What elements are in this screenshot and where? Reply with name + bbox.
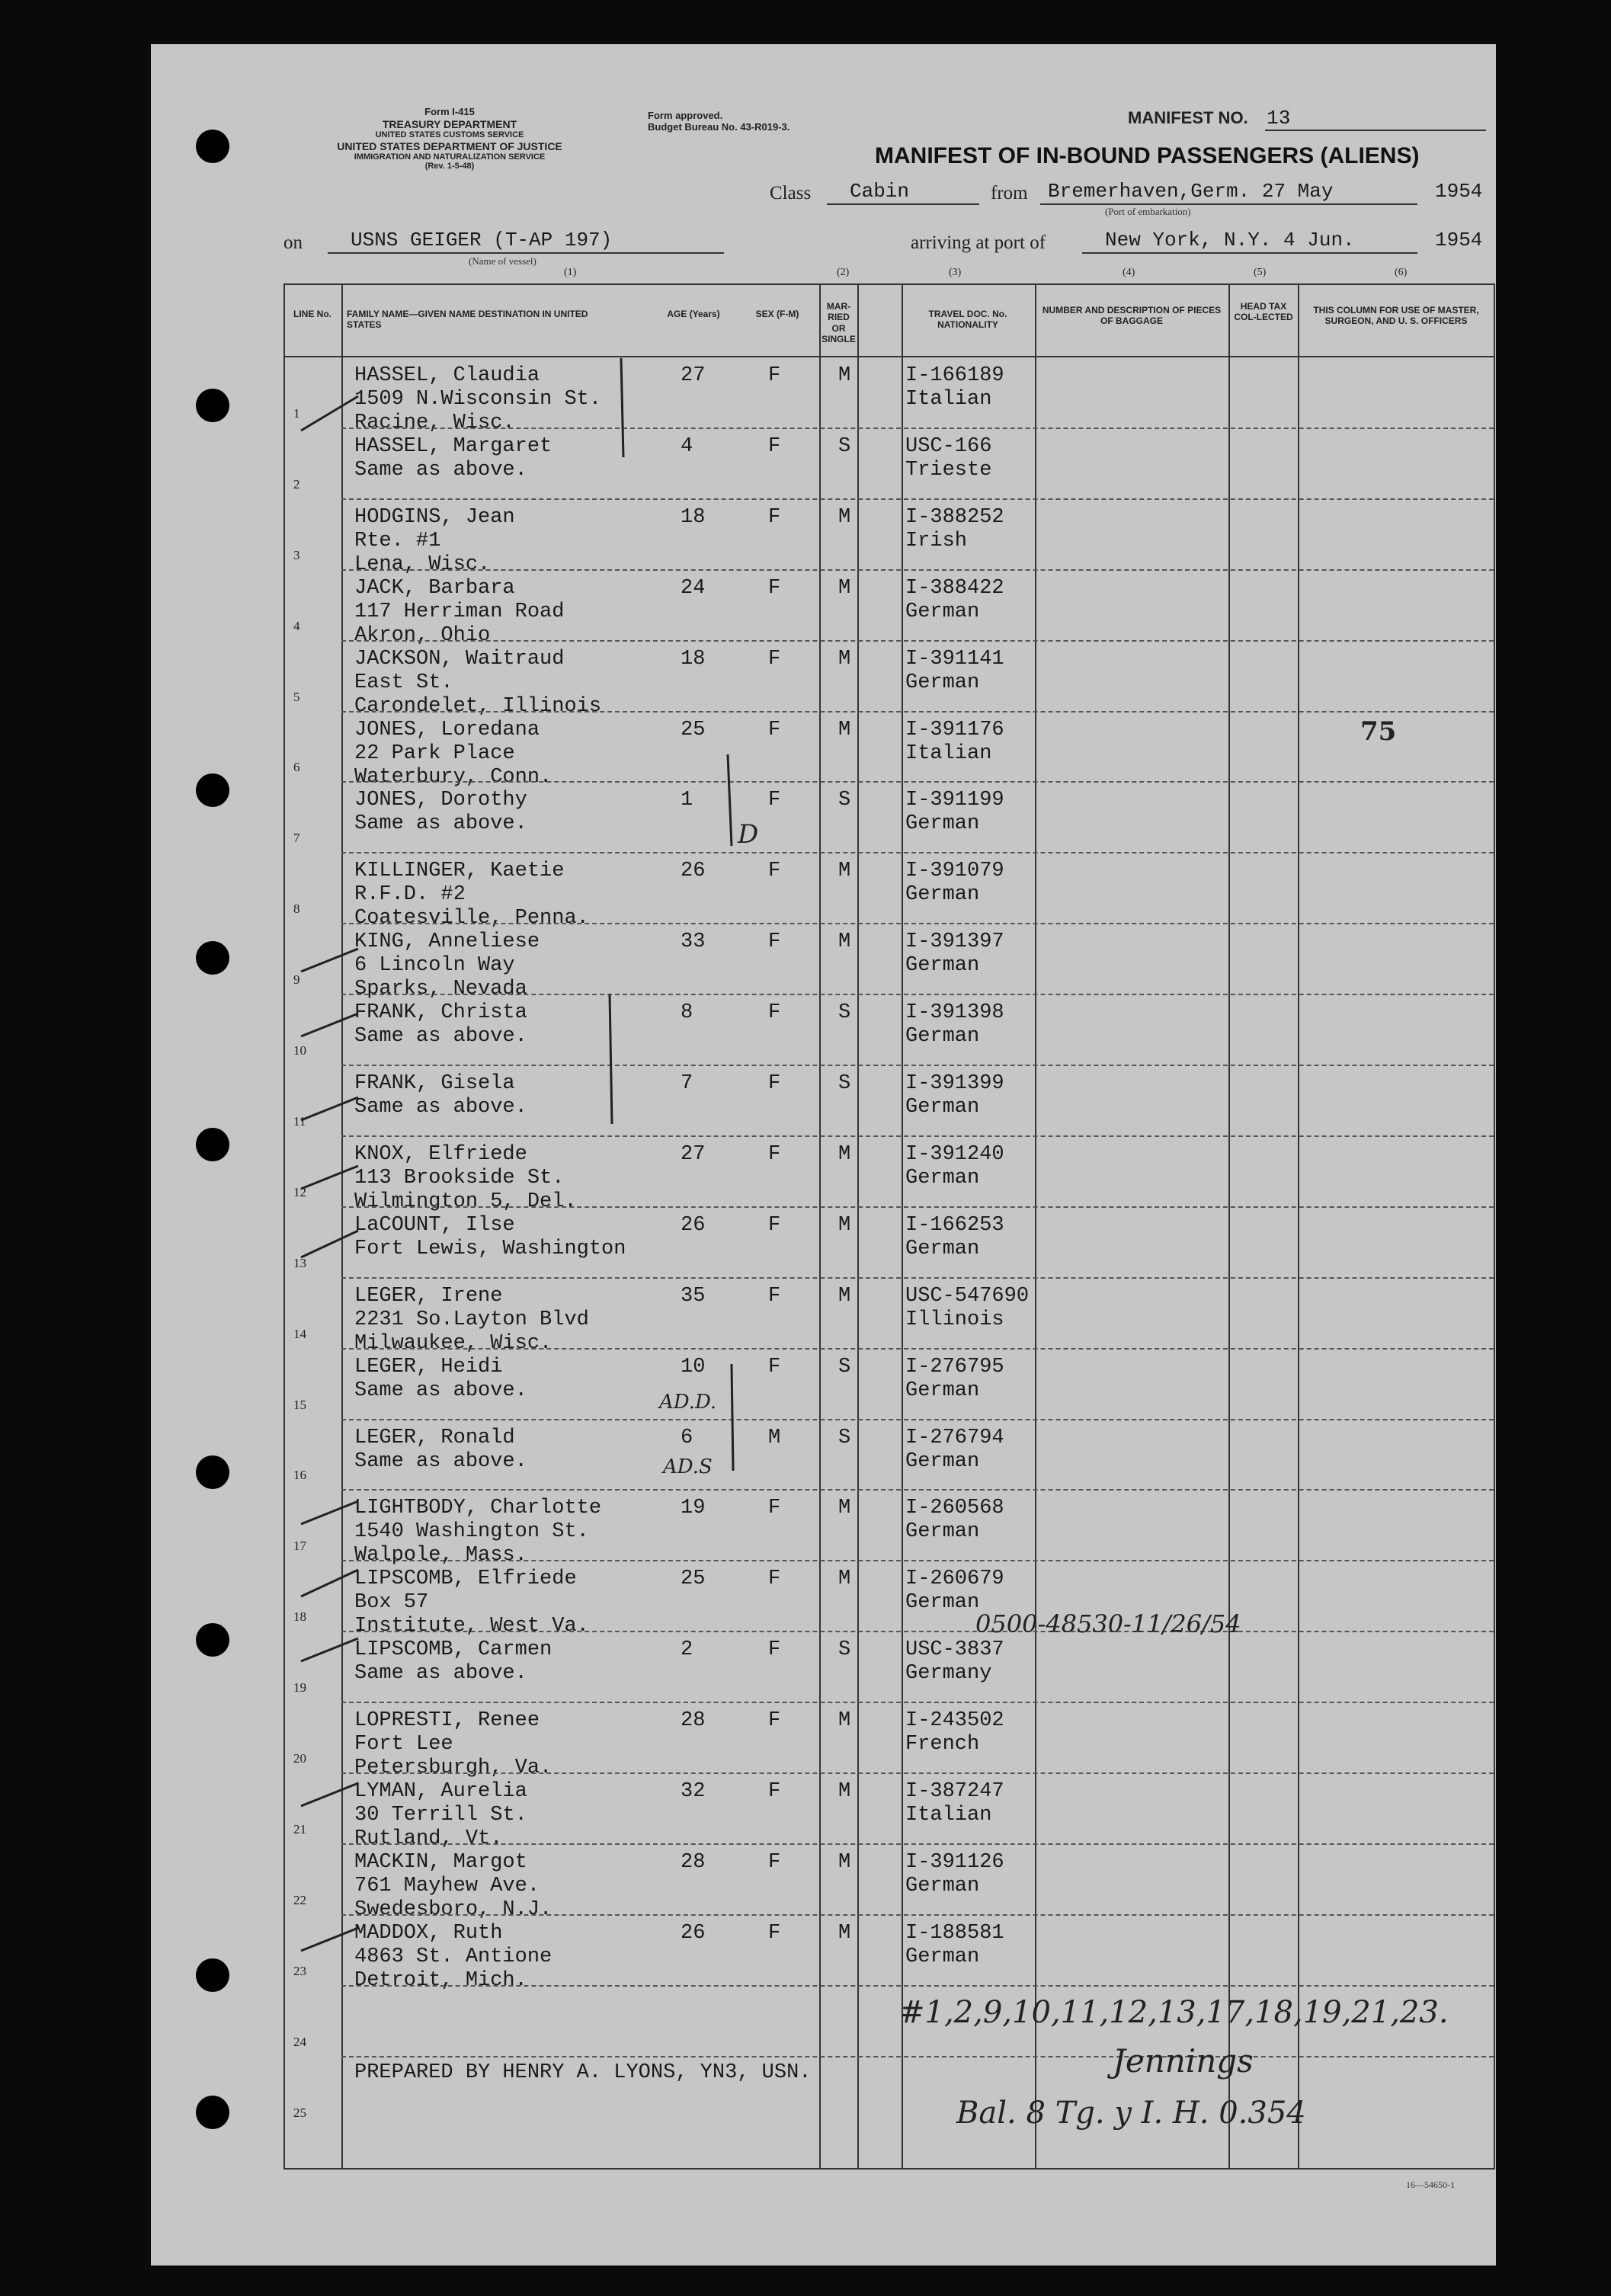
nationality: German: [905, 1096, 980, 1119]
nationality: Italian: [905, 741, 992, 765]
line-number: 18: [293, 1609, 306, 1625]
line-number: 4: [293, 618, 300, 633]
passenger-name: KILLINGER, Kaetie: [354, 860, 565, 883]
colnum-3: (3): [949, 267, 962, 278]
passenger-destination: R.F.D. #2: [354, 883, 466, 907]
passenger-name: LIPSCOMB, Elfriede: [354, 1567, 577, 1591]
colnum-6: (6): [1395, 267, 1408, 278]
passenger-destination: Same as above.: [354, 1025, 527, 1049]
passenger-destination: 113 Brookside St.: [354, 1166, 565, 1190]
line-number: 21: [293, 1821, 306, 1836]
case-number: 0500-48530-11/26/54: [975, 1609, 1241, 1638]
revision: (Rev. 1-5-48): [424, 162, 475, 171]
line-number: 19: [293, 1680, 306, 1696]
passenger-sex: F: [768, 1921, 781, 1945]
passenger-destination: Lena, Wisc.: [354, 552, 491, 576]
customs-service: UNITED STATES CUSTOMS SERVICE: [375, 130, 524, 140]
line-number: 2: [293, 476, 300, 492]
passenger-name: MACKIN, Margot: [354, 1850, 527, 1874]
passenger-destination: Same as above.: [354, 1379, 527, 1402]
passenger-age: 18: [681, 647, 706, 671]
nationality: German: [905, 812, 980, 836]
line-number: 9: [293, 972, 300, 988]
travel-doc-number: I-260679: [905, 1567, 1004, 1591]
passenger-name: KNOX, Elfriede: [354, 1142, 527, 1166]
passenger-destination: 2231 So.Layton Blvd: [354, 1308, 589, 1331]
passenger-age: 27: [681, 1142, 706, 1166]
passenger-age: 10: [681, 1355, 706, 1379]
line-number: 24: [293, 2034, 306, 2049]
budget-bureau: Budget Bureau No. 43-R019-3.: [648, 120, 790, 133]
nationality: German: [905, 1025, 980, 1049]
nationality: French: [905, 1733, 980, 1756]
arriving-year: 1954: [1435, 229, 1483, 251]
passenger-age: 32: [681, 1780, 706, 1803]
passenger-sex: F: [768, 1567, 781, 1591]
marital-status: M: [838, 364, 851, 387]
travel-doc-number: I-391176: [905, 718, 1004, 741]
marital-status: M: [838, 1850, 851, 1874]
passenger-sex: F: [768, 930, 781, 954]
passenger-sex: M: [768, 1426, 781, 1449]
nationality: German: [905, 1379, 980, 1402]
passenger-destination: Wilmington 5, Del.: [354, 1190, 577, 1213]
on-label: on: [283, 232, 303, 253]
passenger-sex: F: [768, 1709, 781, 1733]
manifest-number: 13: [1267, 107, 1291, 130]
marital-status: M: [838, 718, 851, 741]
passenger-name: LIGHTBODY, Charlotte: [354, 1497, 602, 1520]
passenger-name: FRANK, Christa: [354, 1001, 527, 1025]
passenger-age: 26: [681, 860, 706, 883]
col-header-married: MAR-RIED OR SINGLE: [822, 301, 856, 345]
travel-doc-number: I-391079: [905, 860, 1004, 883]
passenger-destination: 117 Herriman Road: [354, 600, 565, 623]
passenger-sex: F: [768, 647, 781, 671]
arriving-port: New York, N.Y. 4 Jun.: [1105, 229, 1355, 251]
passenger-age: 28: [681, 1709, 706, 1733]
ins-service: IMMIGRATION AND NATURALIZATION SERVICE: [354, 152, 546, 162]
passenger-destination: Swedesboro, N.J.: [354, 1897, 552, 1921]
marital-status: M: [838, 1567, 851, 1591]
passenger-sex: F: [768, 1638, 781, 1662]
passenger-sex: F: [768, 434, 781, 458]
nationality: German: [905, 883, 980, 907]
line-number: 16: [293, 1468, 306, 1483]
travel-doc-number: I-260568: [905, 1497, 1004, 1520]
passenger-sex: F: [768, 1072, 781, 1095]
col-header-officers: THIS COLUMN FOR USE OF MASTER, SURGEON, AND U. S. OFFICERS: [1313, 305, 1479, 327]
note-d: D: [738, 819, 759, 850]
marital-status: M: [838, 860, 851, 883]
passenger-destination: Carondelet, Illinois: [354, 694, 602, 718]
passenger-destination: Fort Lewis, Washington: [354, 1237, 626, 1260]
inspector-signature: Jennings: [1113, 2042, 1254, 2080]
travel-doc-number: I-388252: [905, 505, 1004, 529]
line-number: 3: [293, 547, 300, 562]
passenger-name: LEGER, Irene: [354, 1284, 503, 1308]
nationality: German: [905, 600, 980, 623]
prepared-by: PREPARED BY HENRY A. LYONS, YN3, USN.: [354, 2061, 812, 2084]
marital-status: S: [838, 434, 851, 458]
passenger-age: 25: [681, 718, 706, 741]
class-value: Cabin: [850, 180, 910, 203]
line-number: 15: [293, 1397, 306, 1412]
passenger-name: JONES, Dorothy: [354, 789, 527, 812]
passenger-sex: F: [768, 364, 781, 387]
passenger-destination: Rutland, Vt.: [354, 1827, 503, 1850]
passenger-name: HASSEL, Claudia: [354, 364, 540, 387]
passenger-destination: 1509 N.Wisconsin St.: [354, 388, 602, 411]
travel-doc-number: I-391397: [905, 930, 1004, 954]
col-header-name: FAMILY NAME—GIVEN NAME DESTINATION IN UNITED STATES: [347, 309, 588, 331]
passenger-destination: 761 Mayhew Ave.: [354, 1874, 540, 1897]
line-number: 13: [293, 1255, 306, 1270]
line-number: 22: [293, 1892, 306, 1907]
passenger-age: 19: [681, 1497, 706, 1520]
passenger-sex: F: [768, 1001, 781, 1025]
nationality: German: [905, 671, 980, 694]
passenger-destination: 1540 Washington St.: [354, 1520, 589, 1544]
nationality: German: [905, 954, 980, 978]
passenger-age: 33: [681, 930, 706, 954]
passenger-sex: F: [768, 1497, 781, 1520]
passenger-sex: F: [768, 1780, 781, 1803]
col-header-line: LINE No.: [293, 309, 331, 319]
line-number: 12: [293, 1184, 306, 1199]
travel-doc-number: I-166189: [905, 364, 1004, 387]
travel-doc-number: USC-547690: [905, 1284, 1030, 1308]
marital-status: M: [838, 576, 851, 600]
passenger-destination: Same as above.: [354, 1096, 527, 1119]
marital-status: S: [838, 1001, 851, 1025]
marital-status: S: [838, 789, 851, 812]
passenger-destination: Same as above.: [354, 1662, 527, 1686]
colnum-1: (1): [564, 267, 577, 278]
passenger-destination: Same as above.: [354, 812, 527, 836]
passenger-destination: 6 Lincoln Way: [354, 954, 515, 978]
passenger-sex: F: [768, 1355, 781, 1379]
passenger-destination: Walpole, Mass.: [354, 1544, 527, 1567]
passenger-name: LaCOUNT, Ilse: [354, 1213, 515, 1237]
passenger-age: 26: [681, 1213, 706, 1237]
marital-status: M: [838, 1921, 851, 1945]
passenger-destination: Petersburgh, Va.: [354, 1756, 552, 1780]
nationality: Italian: [905, 388, 992, 411]
marital-status: M: [838, 1142, 851, 1166]
nationality: German: [905, 1449, 980, 1473]
travel-doc-number: USC-166: [905, 434, 992, 458]
travel-doc-number: I-391199: [905, 789, 1004, 812]
passenger-destination: Same as above.: [354, 1449, 527, 1473]
port-embarkation-caption: (Port of embarkation): [1105, 206, 1191, 217]
from-value: Bremerhaven,Germ. 27 May: [1048, 180, 1334, 203]
from-year: 1954: [1435, 180, 1483, 203]
travel-doc-number: I-387247: [905, 1780, 1004, 1803]
passenger-destination: Institute, West Va.: [354, 1615, 589, 1638]
passenger-age: 4: [681, 434, 693, 458]
officer-number: 75: [1360, 716, 1397, 747]
line-number: 25: [293, 2105, 306, 2120]
note-ad-d: AD.D.: [659, 1391, 717, 1414]
line-number: 20: [293, 1751, 306, 1766]
marital-status: M: [838, 1780, 851, 1803]
travel-doc-number: I-188581: [905, 1921, 1004, 1945]
nationality: German: [905, 1520, 980, 1544]
manifest-label: MANIFEST NO.: [1128, 108, 1248, 127]
nationality: German: [905, 1166, 980, 1190]
col-header-baggage: NUMBER AND DESCRIPTION OF PIECES OF BAGGAGE: [1042, 305, 1222, 327]
passenger-sex: F: [768, 860, 781, 883]
travel-doc-number: I-391240: [905, 1142, 1004, 1166]
passenger-age: 26: [681, 1921, 706, 1945]
passenger-sex: F: [768, 789, 781, 812]
marital-status: S: [838, 1638, 851, 1662]
passenger-name: LIPSCOMB, Carmen: [354, 1638, 552, 1662]
passenger-destination: 4863 St. Antione: [354, 1945, 552, 1968]
travel-doc-number: I-391141: [905, 647, 1004, 671]
passenger-name: LEGER, Ronald: [354, 1426, 515, 1449]
travel-doc-number: I-391126: [905, 1850, 1004, 1874]
line-number: 5: [293, 689, 300, 704]
print-code: 16—54650-1: [1406, 2179, 1455, 2190]
line-number: 10: [293, 1043, 306, 1058]
passenger-name: FRANK, Gisela: [354, 1072, 515, 1095]
line-number: 7: [293, 831, 300, 846]
nationality: Germany: [905, 1662, 992, 1686]
col-header-travel: TRAVEL DOC. No. NATIONALITY: [928, 309, 1007, 331]
nationality: Trieste: [905, 458, 992, 482]
passenger-destination: Box 57: [354, 1591, 429, 1615]
passenger-name: JONES, Loredana: [354, 718, 540, 741]
passenger-age: 28: [681, 1850, 706, 1874]
travel-doc-number: I-391399: [905, 1072, 1004, 1095]
passenger-destination: Waterbury, Conn.: [354, 765, 552, 789]
colnum-2: (2): [837, 267, 850, 278]
marital-status: M: [838, 1213, 851, 1237]
travel-doc-number: I-391398: [905, 1001, 1004, 1025]
travel-doc-number: I-276795: [905, 1355, 1004, 1379]
passenger-sex: F: [768, 1850, 781, 1874]
passenger-destination: Sparks, Nevada: [354, 978, 527, 1001]
passenger-destination: Detroit, Mich.: [354, 1968, 527, 1992]
passenger-age: 25: [681, 1567, 706, 1591]
line-number: 1: [293, 405, 300, 421]
passenger-destination: Akron, Ohio: [354, 623, 491, 647]
manifest-title: MANIFEST OF IN-BOUND PASSENGERS (ALIENS): [875, 143, 1420, 168]
passenger-age: 2: [681, 1638, 693, 1662]
marital-status: S: [838, 1355, 851, 1379]
travel-doc-number: I-166253: [905, 1213, 1004, 1237]
nationality: German: [905, 1237, 980, 1260]
treasury-dept: TREASURY DEPARTMENT: [382, 117, 517, 130]
passenger-sex: F: [768, 1213, 781, 1237]
passenger-name: HODGINS, Jean: [354, 505, 515, 529]
passenger-age: 24: [681, 576, 706, 600]
passenger-name: JACKSON, Waitraud: [354, 647, 565, 671]
note-ad-s: AD.S: [663, 1455, 713, 1478]
passenger-destination: 22 Park Place: [354, 741, 515, 765]
passenger-destination: Fort Lee: [354, 1733, 453, 1756]
passenger-age: 1: [681, 789, 693, 812]
passenger-name: KING, Anneliese: [354, 930, 540, 954]
passenger-destination: Racine, Wisc.: [354, 411, 515, 434]
colnum-5: (5): [1254, 267, 1267, 278]
passenger-name: LOPRESTI, Renee: [354, 1709, 540, 1733]
line-number: 6: [293, 760, 300, 775]
passenger-name: JACK, Barbara: [354, 576, 515, 600]
travel-doc-number: USC-3837: [905, 1638, 1004, 1662]
passenger-destination: Same as above.: [354, 458, 527, 482]
passenger-name: LEGER, Heidi: [354, 1355, 503, 1379]
col-header-headtax: HEAD TAX COL-LECTED: [1234, 301, 1293, 323]
marital-status: M: [838, 505, 851, 529]
line-number: 23: [293, 1963, 306, 1978]
passenger-age: 35: [681, 1284, 706, 1308]
line-list-note: #1,2,9,10,11,12,13,17,18,19,21,23.: [899, 1995, 1449, 2030]
bottom-note: Bal. 8 Tg. y I. H. 0.354: [956, 2096, 1306, 2131]
marital-status: M: [838, 1284, 851, 1308]
passenger-destination: 30 Terrill St.: [354, 1804, 527, 1827]
line-number: 14: [293, 1326, 306, 1341]
nationality: German: [905, 1591, 980, 1615]
nationality: Italian: [905, 1804, 992, 1827]
passenger-age: 7: [681, 1072, 693, 1095]
vessel-name: USNS GEIGER (T-AP 197): [351, 229, 613, 251]
passenger-sex: F: [768, 505, 781, 529]
marital-status: S: [838, 1072, 851, 1095]
line-number: 11: [293, 1113, 306, 1129]
passenger-destination: East St.: [354, 671, 453, 694]
passenger-age: 6: [681, 1426, 693, 1449]
nationality: German: [905, 1945, 980, 1968]
justice-dept: UNITED STATES DEPARTMENT OF JUSTICE: [337, 139, 562, 152]
class-label: Class: [770, 183, 812, 203]
nationality: Illinois: [905, 1308, 1004, 1331]
colnum-4: (4): [1123, 267, 1135, 278]
passenger-destination: Milwaukee, Wisc.: [354, 1331, 552, 1355]
col-header-age: AGE (Years): [667, 309, 720, 319]
passenger-name: LYMAN, Aurelia: [354, 1780, 527, 1803]
marital-status: M: [838, 930, 851, 954]
passenger-age: 18: [681, 505, 706, 529]
marital-status: S: [838, 1426, 851, 1449]
vessel-caption: (Name of vessel): [469, 255, 536, 267]
line-number: 17: [293, 1539, 306, 1554]
travel-doc-number: I-243502: [905, 1709, 1004, 1733]
passenger-age: 27: [681, 364, 706, 387]
passenger-name: MADDOX, Ruth: [354, 1921, 503, 1945]
nationality: German: [905, 1874, 980, 1897]
passenger-sex: F: [768, 718, 781, 741]
nationality: Irish: [905, 529, 968, 552]
form-id: Form I-415: [424, 106, 475, 117]
marital-status: M: [838, 647, 851, 671]
travel-doc-number: I-276794: [905, 1426, 1004, 1449]
passenger-sex: F: [768, 576, 781, 600]
passenger-sex: F: [768, 1142, 781, 1166]
travel-doc-number: I-388422: [905, 576, 1004, 600]
passenger-age: 8: [681, 1001, 693, 1025]
line-number: 8: [293, 901, 300, 917]
passenger-destination: Rte. #1: [354, 529, 441, 552]
col-header-sex: SEX (F-M): [755, 309, 799, 319]
marital-status: M: [838, 1497, 851, 1520]
marital-status: M: [838, 1709, 851, 1733]
arriving-label: arriving at port of: [911, 232, 1046, 253]
passenger-sex: F: [768, 1284, 781, 1308]
passenger-destination: Coatesville, Penna.: [354, 907, 589, 930]
form-approved: Form approved.: [648, 110, 723, 121]
passenger-name: HASSEL, Margaret: [354, 434, 552, 458]
from-label: from: [991, 183, 1028, 203]
